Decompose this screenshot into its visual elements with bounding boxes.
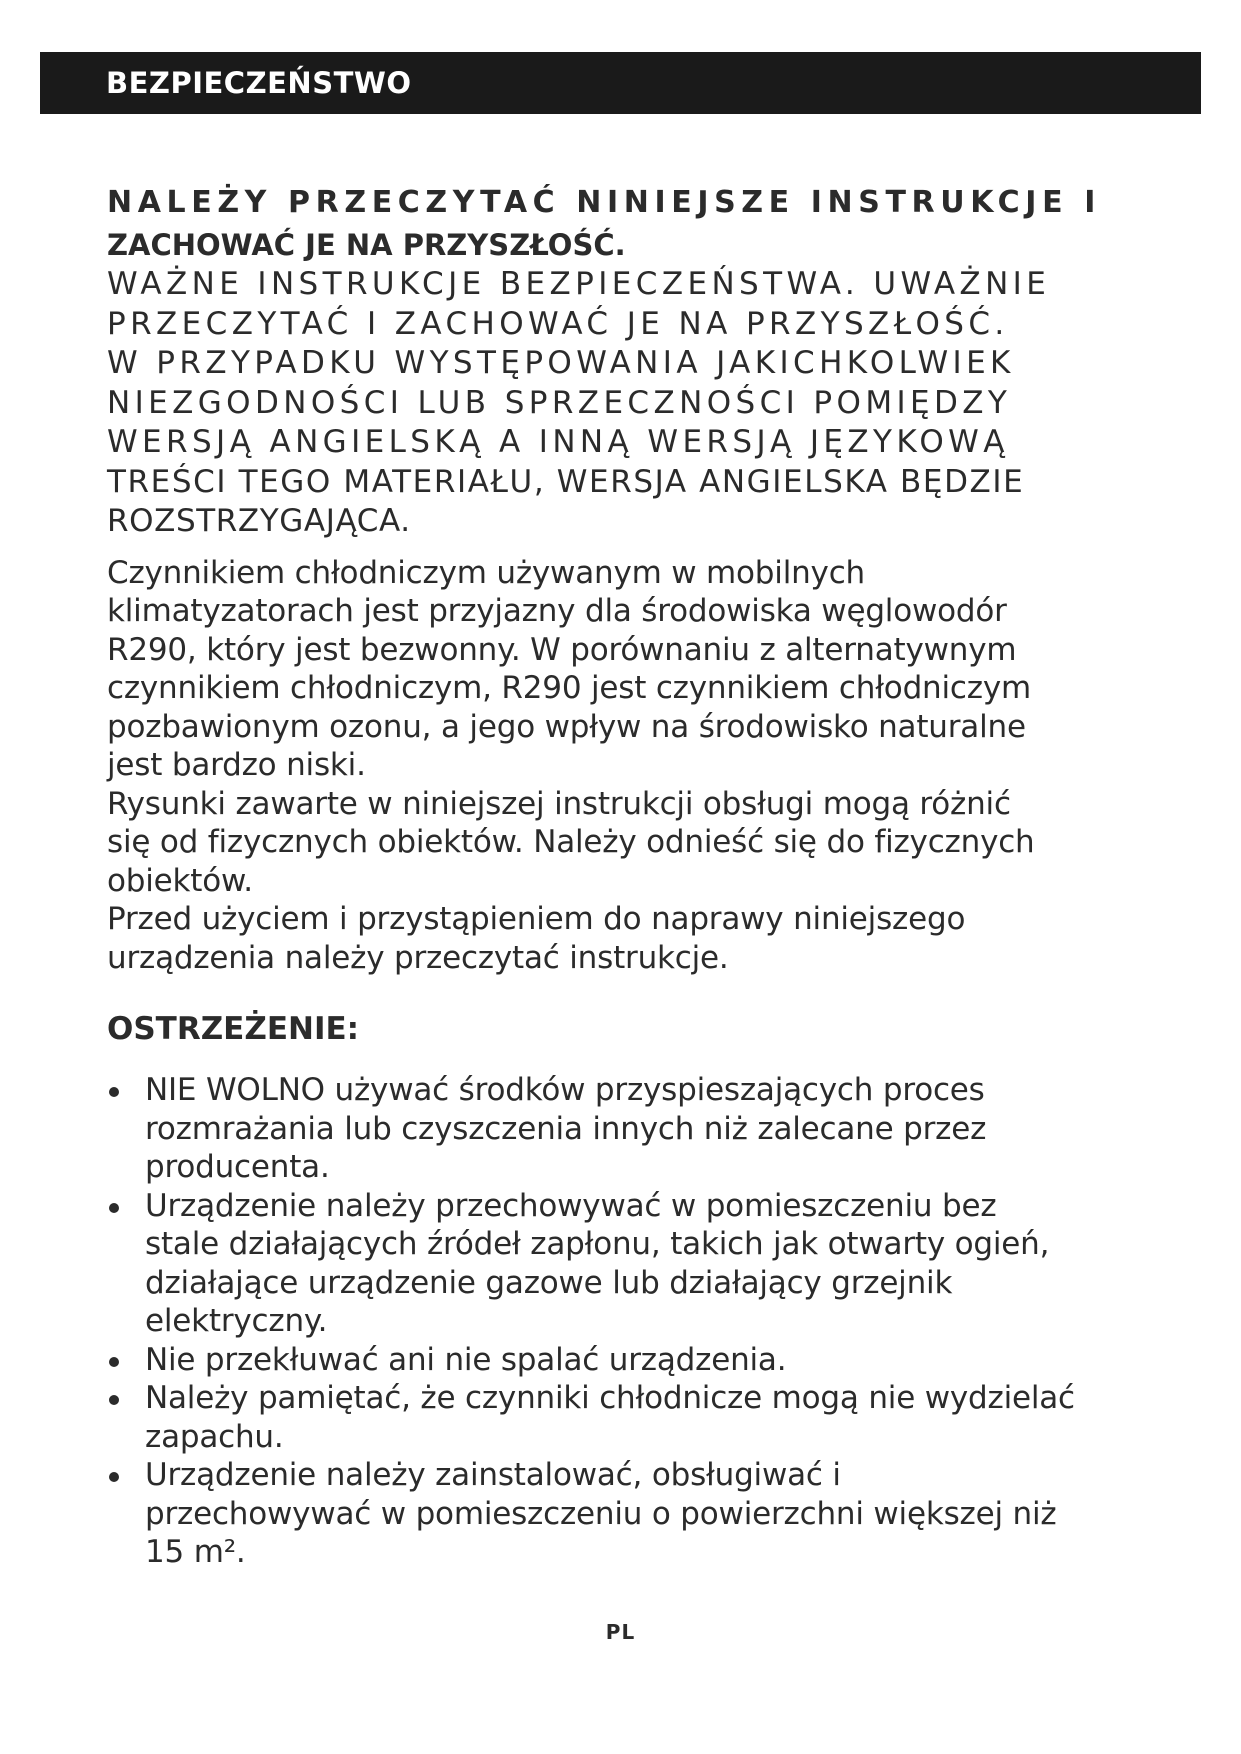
- important-line: WAŻNE INSTRUKCJE BEZPIECZEŃSTWA. UWAŻNIE: [107, 266, 1051, 302]
- warning-item: [107, 1341, 1137, 1380]
- language-code: PL: [605, 1620, 636, 1644]
- bullet-icon: [109, 1395, 119, 1405]
- paragraph-line: czynnikiem chłodniczym, R290 jest czynnikiem chłodniczym: [107, 670, 1031, 706]
- warning-item: [107, 1456, 1137, 1572]
- paragraph-line: klimatyzatorach jest przyjazny dla środowiska węglowodór: [107, 593, 1007, 629]
- paragraph-line: pozbawionym ozonu, a jego wpływ na środowisko naturalne: [107, 708, 1026, 745]
- paragraph-line: Rysunki zawarte w niniejszej instrukcji obsługi mogą różnić: [107, 785, 1011, 822]
- main-heading-line-2: ZACHOWAĆ JE NA PRZYSZŁOŚĆ.: [107, 228, 626, 262]
- bullet-icon: [109, 1357, 119, 1367]
- warning-line: NIE WOLNO używać środków przyspieszających proces: [145, 1072, 985, 1108]
- paragraph-line: R290, który jest bezwonny. W porównaniu z alternatywnym: [107, 631, 1017, 668]
- important-line: NIEZGODNOŚCI LUB SPRZECZNOŚCI POMIĘDZY: [107, 384, 1012, 421]
- bullet-icon: [109, 1087, 119, 1097]
- page-content: [107, 180, 1137, 1572]
- warning-line: Należy pamiętać, że czynniki chłodnicze mogą nie wydzielać: [145, 1380, 1075, 1416]
- important-line: ROZSTRZYGAJĄCA.: [107, 503, 411, 539]
- warning-line: Urządzenie należy przechowywać w pomieszczeniu bez: [145, 1187, 997, 1224]
- section-title: BEZPIECZEŃSTWO: [106, 66, 412, 100]
- important-line: TREŚCI TEGO MATERIAŁU, WERSJA ANGIELSKA BĘDZIE: [107, 463, 1025, 500]
- paragraph-line: Przed użyciem i przystąpieniem do naprawy niniejszego: [107, 901, 966, 937]
- important-line: WERSJĄ ANGIELSKĄ A INNĄ WERSJĄ JĘZYKOWĄ: [107, 424, 1009, 460]
- bullet-icon: [109, 1203, 119, 1213]
- warning-line: działające urządzenie gazowe lub działający grzejnik: [145, 1264, 953, 1301]
- warning-line: rozmrażania lub czyszczenia innych niż zalecane przez: [145, 1110, 987, 1147]
- important-line: W PRZYPADKU WYSTĘPOWANIA JAKICHKOLWIEK: [107, 345, 1015, 381]
- warning-line: zapachu.: [145, 1418, 284, 1455]
- warning-line: 15 m².: [145, 1534, 246, 1570]
- warning-line: przechowywać w pomieszczeniu o powierzchni większej niż: [145, 1495, 1057, 1532]
- important-line: PRZECZYTAĆ I ZACHOWAĆ JE NA PRZYSZŁOŚĆ.: [107, 305, 1009, 342]
- warning-line: Nie przekłuwać ani nie spalać urządzenia.: [145, 1341, 787, 1378]
- paragraph-line: się od fizycznych obiektów. Należy odnieść się do fizycznych: [107, 824, 1035, 860]
- bullet-icon: [109, 1472, 119, 1482]
- warning-title: OSTRZEŻENIE:: [107, 1011, 360, 1047]
- warning-item: [107, 1379, 1137, 1456]
- main-heading-line-1: NALEŻY PRZECZYTAĆ NINIEJSZE INSTRUKCJE I: [107, 185, 1101, 220]
- warning-line: stale działających źródeł zapłonu, takich jak otwarty ogień,: [145, 1226, 1050, 1262]
- warning-line: elektryczny.: [145, 1303, 328, 1339]
- paragraph-refrigerant: [107, 554, 1137, 785]
- warning-line: producenta.: [145, 1149, 330, 1185]
- warning-item: [107, 1071, 1137, 1187]
- paragraph-line: urządzenia należy przeczytać instrukcje.: [107, 939, 729, 976]
- paragraph-line: Czynnikiem chłodniczym używanym w mobilnych: [107, 554, 865, 591]
- paragraph-line: jest bardzo niski.: [107, 747, 366, 783]
- warning-item: [107, 1187, 1137, 1341]
- paragraph-read-instructions: [107, 900, 1137, 977]
- warning-line: Urządzenie należy zainstalować, obsługiwać i: [145, 1457, 841, 1493]
- warning-list: [107, 1071, 1137, 1572]
- paragraph-drawings: [107, 785, 1137, 901]
- paragraph-line: obiektów.: [107, 862, 253, 899]
- section-header-bar: [40, 52, 1201, 114]
- important-instructions: [107, 265, 1137, 542]
